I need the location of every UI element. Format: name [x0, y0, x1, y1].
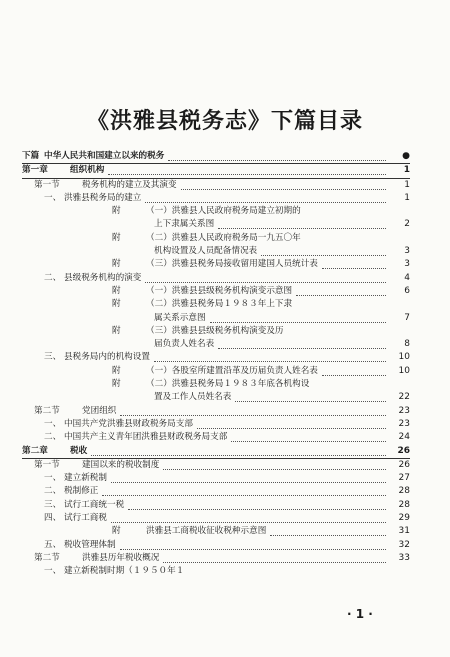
table-of-contents: [22, 150, 410, 579]
toc-row-title: 税收管理体制: [64, 539, 116, 550]
leader-dots: [210, 309, 386, 323]
toc-row-title: 试行工商税: [64, 513, 107, 524]
toc-row-label: 第一章: [22, 165, 48, 176]
toc-row-label: 第二章: [22, 445, 48, 456]
leader-dots: [181, 176, 386, 190]
leader-dots: [322, 255, 386, 269]
toc-row-page-number: 10: [398, 365, 410, 376]
toc-row-label: 附: [112, 299, 121, 310]
toc-row-label: 附: [112, 259, 121, 270]
toc-row-label: 二、: [44, 432, 62, 443]
toc-row-page-number: 22: [398, 392, 410, 403]
toc-row-page-number: 1: [403, 165, 410, 176]
toc-row-label: 五、: [44, 539, 62, 550]
toc-row-page-number: 23: [398, 405, 410, 416]
toc-row-page-number: 27: [398, 473, 410, 484]
toc-row-label: 一、: [44, 566, 62, 577]
toc-row-title: 洪雅县历年税收概况: [82, 552, 160, 563]
toc-row-page-number: 4: [404, 272, 410, 283]
toc-row: [22, 218, 410, 231]
leader-dots: [296, 282, 386, 296]
leader-dots: [154, 348, 386, 362]
toc-row-title: 县级税务机构的演变: [64, 272, 142, 283]
toc-row-title: 上下隶属关系图: [154, 219, 215, 230]
toc-row-label: 附: [112, 365, 121, 376]
toc-row-title: 中华人民共和国建立以来的税务: [44, 151, 165, 161]
toc-row-page-number: 6: [404, 285, 410, 296]
toc-row-label: 一、: [44, 192, 62, 203]
toc-row-title: 建国以来的税收制度: [82, 459, 160, 470]
leader-dots: [102, 482, 386, 496]
toc-row-page-number: 2: [404, 219, 410, 230]
toc-row-title: 届负责人姓名表: [154, 339, 215, 350]
toc-row-page-number: 3: [404, 259, 410, 270]
toc-row-label: 一、: [44, 418, 62, 429]
toc-row: [22, 312, 410, 325]
toc-row-page-number: 3: [404, 246, 410, 257]
toc-row-page-number: 33: [398, 552, 410, 563]
toc-row-label: 附: [112, 325, 121, 336]
toc-row-page-number: 26: [397, 445, 410, 456]
leader-dots: [231, 428, 386, 442]
toc-row-page-number: 28: [398, 486, 410, 497]
toc-row-label: 附: [112, 206, 121, 217]
toc-row-title: 洪雅县税务局的建立: [64, 192, 142, 203]
leader-dots: [235, 388, 386, 402]
toc-row-title: 县税务局内的机构设置: [64, 352, 150, 363]
toc-row-title: （一）洪雅县县级税务机构演变示意图: [146, 285, 293, 296]
leader-dots: [145, 269, 386, 283]
leader-dots: [111, 509, 386, 523]
leader-dots: [168, 147, 386, 161]
toc-row: [22, 365, 410, 378]
leader-dots: [111, 469, 386, 483]
toc-row-title: 税收: [70, 445, 88, 456]
toc-row-title: 党团组织: [82, 405, 117, 416]
leader-dots: [163, 549, 386, 563]
toc-row-title: （二）洪雅县人民政府税务局一九五〇年: [146, 232, 301, 243]
toc-row-title: 属关系示意图: [154, 312, 206, 323]
toc-row-label: 二、: [44, 486, 62, 497]
toc-row-page-number: 10: [398, 352, 410, 363]
toc-row-label: 附: [112, 232, 121, 243]
toc-row-label: 一、: [44, 473, 62, 484]
toc-row-title: 组织机构: [70, 165, 105, 176]
toc-row-title: 税务机构的建立及其演变: [82, 179, 177, 190]
toc-row: [22, 285, 410, 298]
toc-row-title: （一）各股室所建置沿革及历届负责人姓名表: [146, 365, 318, 376]
leader-dots: [261, 242, 386, 256]
toc-row: [22, 552, 410, 565]
toc-row-title: 机构设置及人员配备情况表: [154, 246, 258, 257]
toc-row-label: 三、: [44, 352, 62, 363]
toc-row-title: 中国共产党洪雅县财政税务局支部: [64, 418, 193, 429]
toc-row-label: 附: [112, 379, 121, 390]
leader-dots: [218, 335, 386, 349]
toc-row-page-number: 31: [398, 526, 410, 537]
toc-row-title: 试行工商统一税: [64, 499, 125, 510]
toc-row-page-number: 32: [398, 539, 410, 550]
toc-row-label: 第一节: [34, 179, 60, 190]
toc-row-title: 中国共产主义青年团洪雅县财政税务局支部: [64, 432, 228, 443]
leader-dots: [120, 402, 386, 416]
toc-row: [22, 192, 410, 205]
toc-row-title: 税制修正: [64, 486, 99, 497]
toc-row-page-number: 28: [398, 499, 410, 510]
leader-dots: [108, 161, 386, 175]
toc-row-label: 三、: [44, 499, 62, 510]
toc-row-title: （三）洪雅县县级税务机构演变及历: [146, 325, 284, 336]
toc-row-label: 第二节: [34, 552, 60, 563]
leader-dots: [163, 456, 386, 470]
toc-row-page-number: 7: [404, 312, 410, 323]
toc-row-title: （二）洪雅县税务局１９８３年上下隶: [146, 299, 293, 310]
toc-row-page-number: 1: [404, 179, 410, 190]
leader-dots: [197, 415, 386, 429]
toc-row-label: 附: [112, 526, 121, 537]
toc-row-title: 建立新税制时期（１９５０年１: [64, 566, 185, 577]
toc-row-label: 下篇: [22, 151, 40, 161]
toc-row-page-number: 24: [398, 432, 410, 443]
page-title: 《洪雅县税务志》下篇目录: [86, 108, 363, 134]
leader-dots: [91, 442, 386, 456]
leader-dots: [270, 522, 386, 536]
toc-row-title: （二）洪雅县税务局１９８３年底各机构设: [146, 379, 310, 390]
toc-row-page-number: 29: [398, 513, 410, 524]
toc-row: [22, 565, 410, 578]
toc-row-label: 二、: [44, 272, 62, 283]
toc-row-label: 第一节: [34, 459, 60, 470]
toc-row-title: （一）洪雅县人民政府税务局建立初期的: [146, 206, 301, 217]
toc-row-title: 洪雅县工商税收征收税种示意图: [146, 526, 267, 537]
leader-dots: [128, 496, 386, 510]
page-number: · 1 ·: [347, 607, 373, 621]
leader-dots: [145, 189, 386, 203]
toc-row-page-number: 23: [398, 418, 410, 429]
leader-dots: [322, 362, 386, 376]
leader-dots: [218, 215, 386, 229]
toc-row-title: 置及工作人员姓名表: [154, 392, 232, 403]
leader-dots: [120, 536, 386, 550]
toc-row-label: 四、: [44, 513, 62, 524]
toc-row-title: 建立新税制: [64, 473, 107, 484]
toc-row-page-number: 8: [404, 339, 410, 350]
toc-row-page-number: 26: [398, 459, 410, 470]
toc-row-title: （三）洪雅县税务局接收留用建国人员统计表: [146, 259, 318, 270]
toc-row-page-number: ●: [402, 151, 410, 161]
toc-row-label: 第二节: [34, 405, 60, 416]
toc-row-label: 附: [112, 285, 121, 296]
toc-row-page-number: 1: [404, 192, 410, 203]
